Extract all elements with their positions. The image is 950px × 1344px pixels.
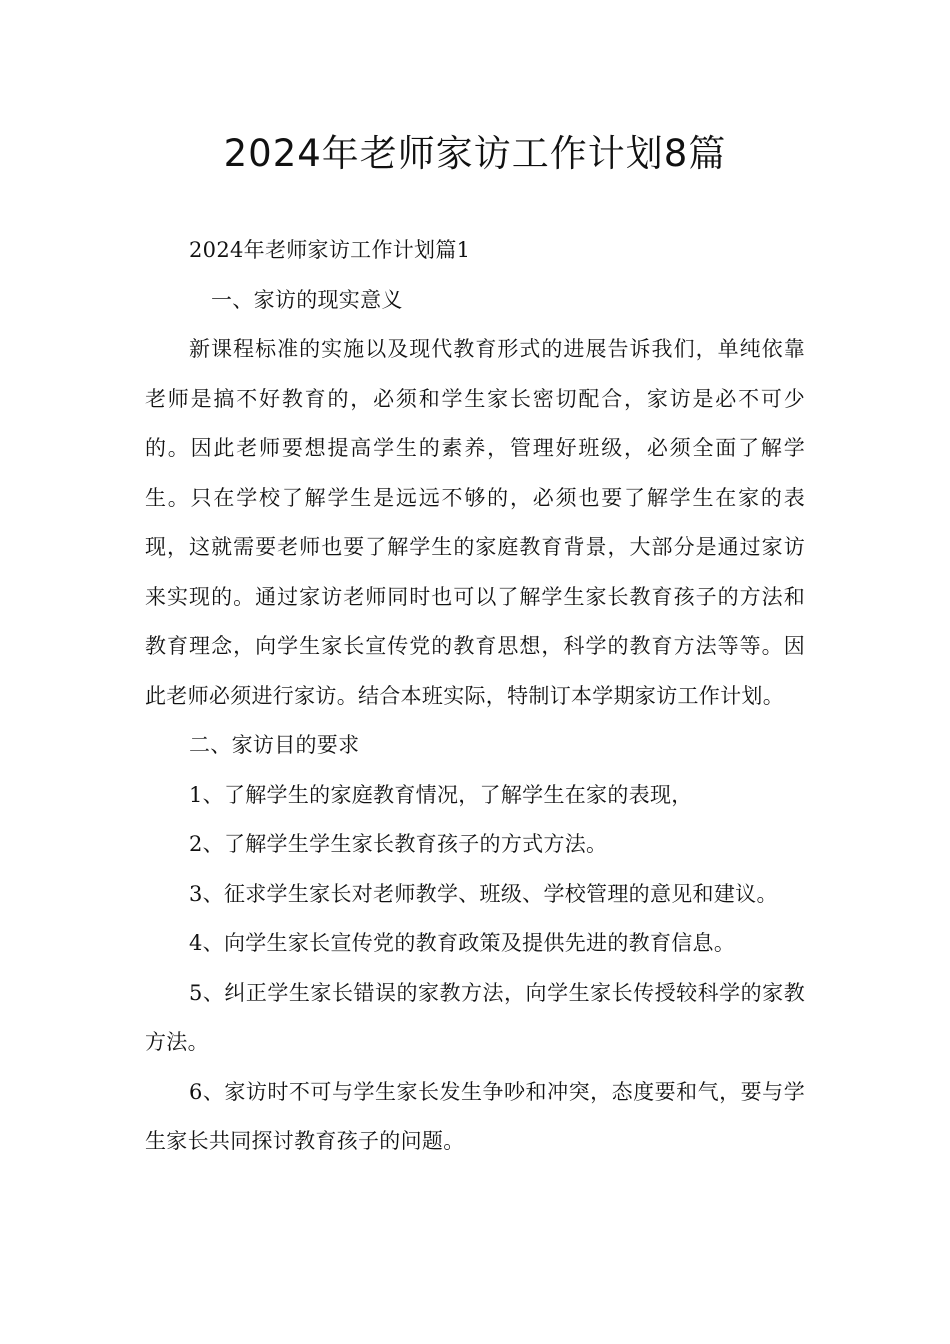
document-title: 2024年老师家访工作计划8篇 xyxy=(223,132,727,175)
body-paragraph: 新课程标准的实施以及现代教育形式的进展告诉我们，单纯依靠老师是搞不好教育的，必须和学生家长密切配合，家访是必不可少的。因此老师要想提高学生的素养，管理好班级，必须全面了解学生。只在学校了解学生是远远不够的，必须也要了解学生在家的表现，这就需要老师也要了解学生的家庭教育背景，大部分是通过家访来实现的。通过家访老师同时也可以了解学生家长教育孩子的方法和教育理念，向学生家长宣传党的教育思想，科学的教育方法等等。因此老师必须进行家访。结合本班实际，特制订本学期家访工作计划。 xyxy=(145,337,805,708)
list-item: 6、家访时不可与学生家长发生争吵和冲突，态度要和气，要与学生家长共同探讨教育孩子的问题。 xyxy=(145,1079,805,1153)
list-item: 4、向学生家长宣传党的教育政策及提供先进的教育信息。 xyxy=(189,931,736,955)
subsection-heading: 二、家访目的要求 xyxy=(189,733,360,757)
list-item: 5、纠正学生家长错误的家教方法，向学生家长传授较科学的家教方法。 xyxy=(145,980,805,1054)
list-item: 3、征求学生家长对老师教学、班级、学校管理的意见和建议。 xyxy=(189,881,778,906)
subsection-heading: 一、家访的现实意义 xyxy=(211,287,403,312)
document-body xyxy=(145,226,805,1167)
list-item: 2、了解学生学生家长教育孩子的方式方法。 xyxy=(189,832,608,856)
section-heading: 2024年老师家访工作计划篇1 xyxy=(189,238,471,262)
list-item: 1、了解学生的家庭教育情况，了解学生在家的表现， xyxy=(189,782,693,807)
